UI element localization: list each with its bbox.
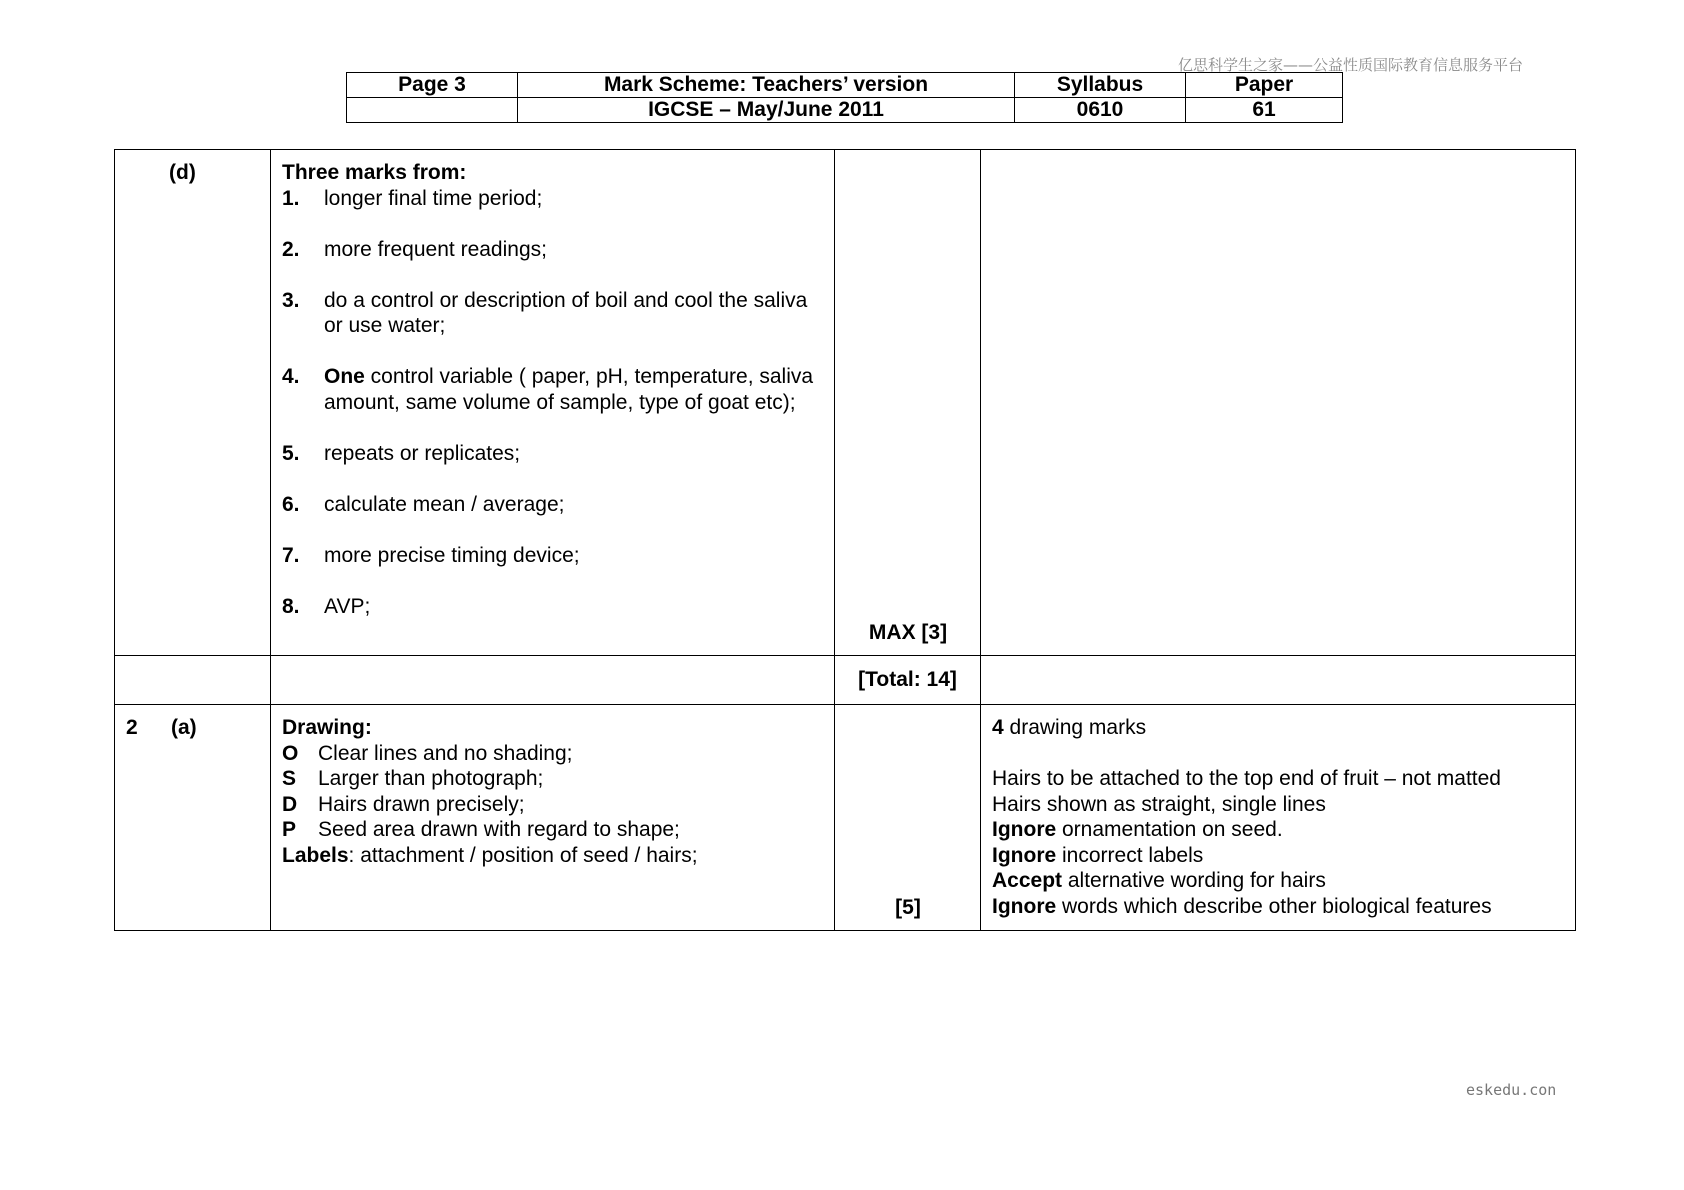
question-cell	[115, 705, 271, 931]
list-item: 6. calculate mean / average;	[282, 492, 565, 516]
header-table	[346, 72, 1343, 123]
labels-text: : attachment / position of seed / hairs;	[348, 843, 698, 867]
question-cell	[115, 150, 271, 656]
mark-scheme-table	[114, 149, 1576, 931]
list-item: Ignore ornamentation on seed.	[992, 818, 1283, 841]
labels-lead: Labels	[282, 843, 349, 867]
marks-cell	[835, 705, 981, 931]
empty-cell	[981, 656, 1576, 705]
guidance-lead: 4 drawing marks	[992, 716, 1147, 739]
marks-cell	[835, 150, 981, 656]
max-mark: MAX [3]	[868, 620, 948, 644]
list-item: S Larger than photograph;	[282, 767, 544, 790]
part-label: (d)	[169, 161, 196, 184]
answer-cell	[271, 150, 835, 656]
paper-label: Paper	[1186, 73, 1343, 98]
empty-cell	[115, 656, 271, 705]
list-item: Hairs to be attached to the top end of fruit – not matted	[992, 767, 1501, 790]
list-item: 1. longer final time period;	[282, 186, 543, 210]
list-item: 8. AVP;	[282, 594, 371, 618]
header-empty-cell	[347, 98, 518, 123]
table-row	[115, 705, 1576, 931]
part-label: (a)	[171, 716, 197, 739]
empty-cell	[271, 656, 835, 705]
answer-cell	[271, 705, 835, 931]
page-number: Page 3	[347, 73, 518, 98]
list-item: D Hairs drawn precisely;	[282, 792, 525, 816]
point-text: control variable ( paper, pH, temperature, saliva amount, same volume of sample, type of goat etc);	[324, 365, 814, 414]
document-title: Mark Scheme: Teachers’ version	[518, 73, 1015, 98]
answer-heading: Drawing:	[282, 716, 372, 739]
footer-text: eskedu.con	[1466, 1081, 1557, 1099]
table-row	[115, 656, 1576, 705]
table-row	[115, 150, 1576, 656]
guidance-cell	[981, 150, 1576, 656]
list-item: Ignore incorrect labels	[992, 843, 1204, 867]
list-item: 7. more precise timing device;	[282, 543, 580, 567]
list-item: O Clear lines and no shading;	[282, 741, 573, 765]
list-item: 3. do a control or description of boil and cool the saliva or use water;	[282, 288, 808, 337]
list-item: Ignore words which describe other biological features	[992, 894, 1492, 918]
total-mark: [Total: 14]	[858, 668, 957, 692]
list-item: Accept alternative wording for hairs	[992, 869, 1326, 892]
exam-session: IGCSE – May/June 2011	[518, 98, 1015, 123]
list-item: 5. repeats or replicates;	[282, 441, 521, 465]
list-item: 4. One control variable ( paper, pH, temperature, saliva amount, same volume of sample, type of goat etc);	[282, 365, 814, 414]
list-item: Hairs shown as straight, single lines	[992, 792, 1326, 816]
guidance-cell	[981, 705, 1576, 931]
watermark-text: 亿思科学生之家——公益性质国际教育信息服务平台	[1178, 56, 1524, 74]
bold-lead: One	[324, 365, 365, 388]
syllabus-code: 0610	[1015, 98, 1186, 123]
answer-heading: Three marks from:	[282, 161, 467, 184]
question-mark: [5]	[895, 895, 921, 919]
total-cell	[835, 656, 981, 705]
list-item: 2. more frequent readings;	[282, 237, 547, 261]
list-item	[282, 843, 824, 869]
paper-number: 61	[1186, 98, 1343, 123]
syllabus-label: Syllabus	[1015, 73, 1186, 98]
question-number: 2	[126, 716, 138, 739]
list-item: P Seed area drawn with regard to shape;	[282, 818, 680, 841]
